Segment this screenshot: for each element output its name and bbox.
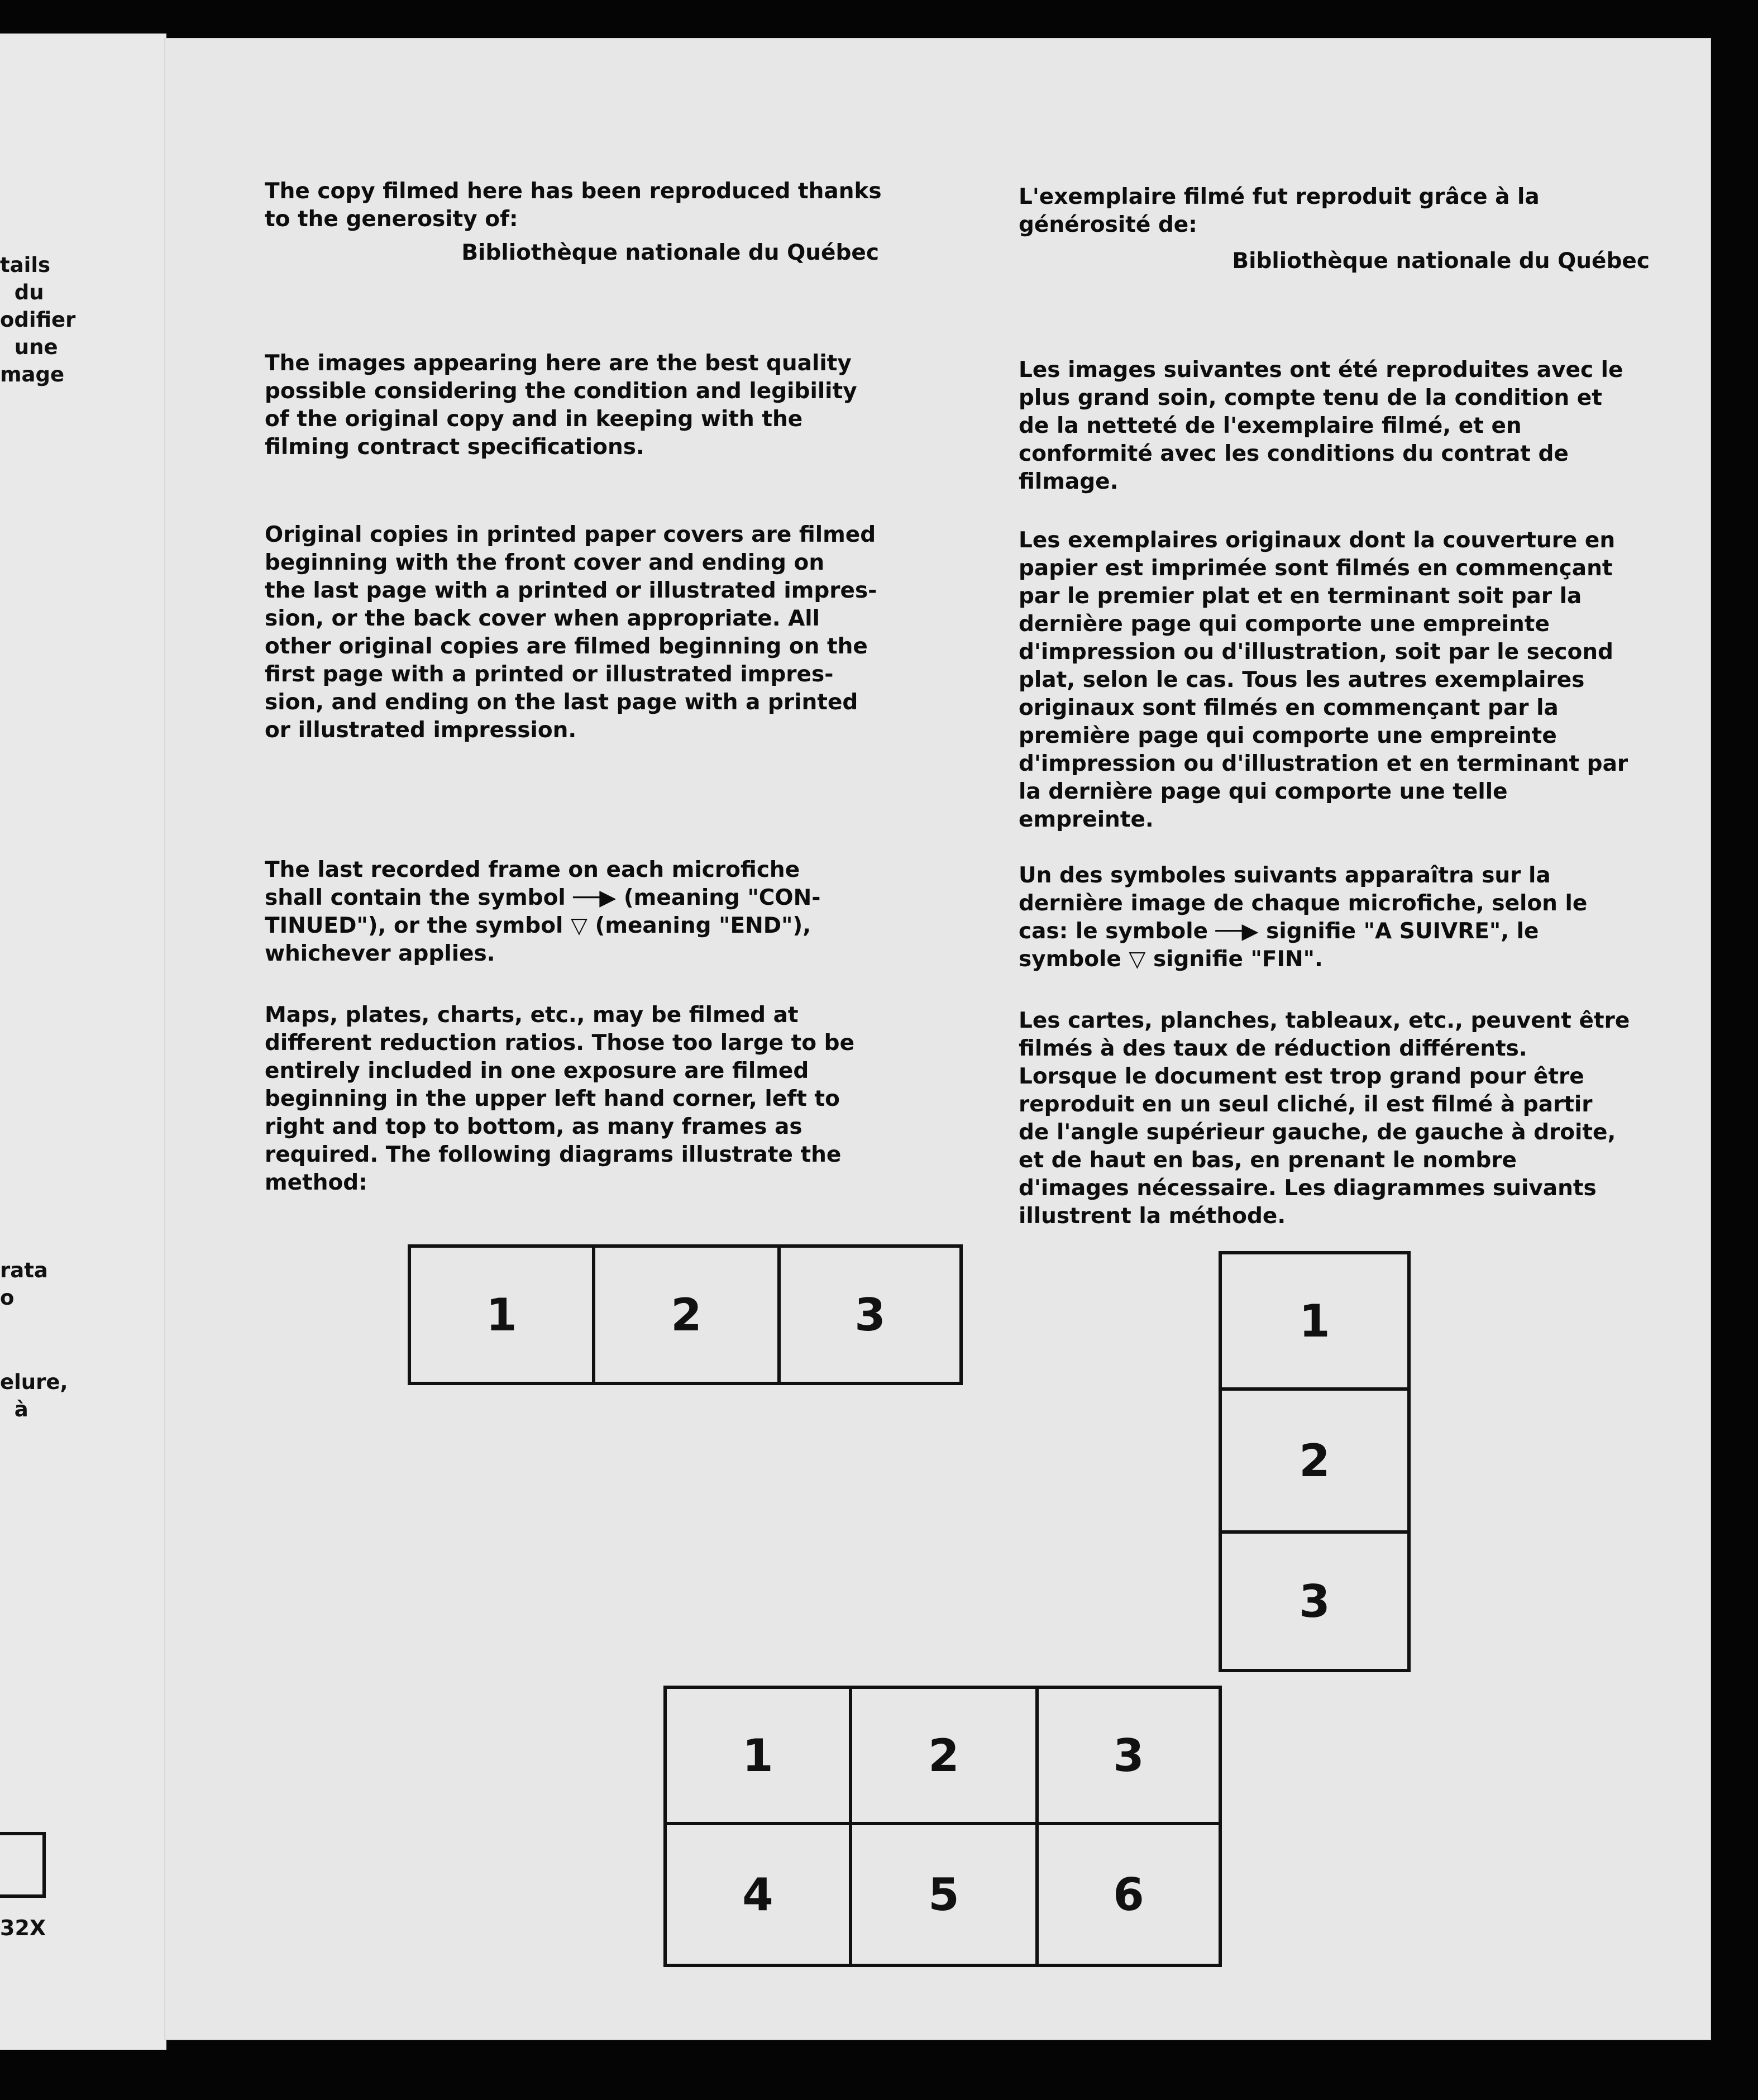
frame-cell: 1: [1219, 1251, 1411, 1391]
fr-paragraph-3: Les exemplaires originaux dont la couverture en papier est imprimée sont filmés en commençant par le premier plat et en terminant soit par la dernière page qui comporte une empreinte d'impression ou d'illustration, soit par le second plat, selon le cas. Tous les autres exemplaires originaux sont filmés en commençant par la première page qui comporte une empreinte d'impression ou d'illustration et en terminant par la dernière page qui comporte une telle empreinte.: [1019, 528, 1628, 832]
left-page-fragment: [0, 34, 166, 2050]
horizontal-frame-diagram: [408, 1244, 963, 1385]
left-scale-label: 32X: [0, 1916, 46, 1940]
frame-cell: 2: [592, 1244, 781, 1385]
frame-cell: 2: [849, 1686, 1039, 1825]
frame-cell: 3: [1219, 1530, 1411, 1672]
left-fragment-3: elure, à: [0, 1370, 68, 1421]
en-paragraph-5: Maps, plates, charts, etc., may be filmed at different reduction ratios. Those too large to be entirely included in one exposure are filmed beginning in the upper left hand corner, left to right and top to bottom, as many frames as required. The following diagrams illustrate the method:: [265, 1003, 855, 1195]
en-paragraph-2: The images appearing here are the best quality possible considering the condition and legibility of the original copy and in keeping with the filming contract specifications.: [265, 351, 857, 460]
frame-cell: 1: [663, 1686, 852, 1825]
left-scale-box: [0, 1832, 46, 1898]
left-fragment-2: rata o: [0, 1258, 48, 1310]
frame-cell: 5: [849, 1822, 1039, 1967]
en-paragraph-3: Original copies in printed paper covers are filmed beginning with the front cover and ending on the last page with a printed or illustrated impres- sion, or the back cover when appropriate. All other original copies are filmed beginning on the first page with a printed or illustrated impres- sion, and ending on the last page with a printed or illustrated impression.: [265, 522, 877, 743]
fr-paragraph-1: L'exemplaire filmé fut reproduit grâce à la générosité de:: [1019, 184, 1540, 237]
vertical-frame-diagram: [1219, 1251, 1411, 1672]
frame-cell: 3: [1035, 1686, 1222, 1825]
main-page: [164, 38, 1711, 2040]
en-paragraph-1: The copy filmed here has been reproduced thanks to the generosity of:: [265, 179, 882, 232]
fr-paragraph-4: Un des symboles suivants apparaîtra sur la dernière image de chaque microfiche, selon le cas: le symbole ──▶ signifie "A SUIVRE", le symbole ▽ signifie "FIN".: [1019, 863, 1588, 972]
frame-cell: 6: [1035, 1822, 1222, 1967]
frame-cell: 2: [1219, 1387, 1411, 1534]
left-fragment-1: tails du odifier une mage: [0, 253, 76, 386]
fr-institution: Bibliothèque nationale du Québec: [1232, 249, 1650, 274]
fr-paragraph-5: Les cartes, planches, tableaux, etc., peuvent être filmés à des taux de réduction différents. Lorsque le document est trop grand pour être reproduit en un seul cliché, il est filmé à partir de l'angle supérieur gauche, de gauche à droite, et de haut en bas, en prenant le nombre d'images nécessaire. Les diagrammes suivants illustrent la méthode.: [1019, 1008, 1630, 1229]
grid-frame-diagram: [663, 1686, 1222, 1967]
frame-cell: 3: [777, 1244, 963, 1385]
frame-cell: 4: [663, 1822, 852, 1967]
en-institution: Bibliothèque nationale du Québec: [461, 240, 879, 265]
fr-paragraph-2: Les images suivantes ont été reproduites avec le plus grand soin, compte tenu de la condition et de la netteté de l'exemplaire filmé, et en conformité avec les conditions du contrat de filmage.: [1019, 357, 1623, 494]
frame-cell: 1: [408, 1244, 595, 1385]
en-paragraph-4: The last recorded frame on each microfiche shall contain the symbol ──▶ (meaning "CON- TINUED"), or the symbol ▽ (meaning "END"), whichever applies.: [265, 857, 821, 966]
